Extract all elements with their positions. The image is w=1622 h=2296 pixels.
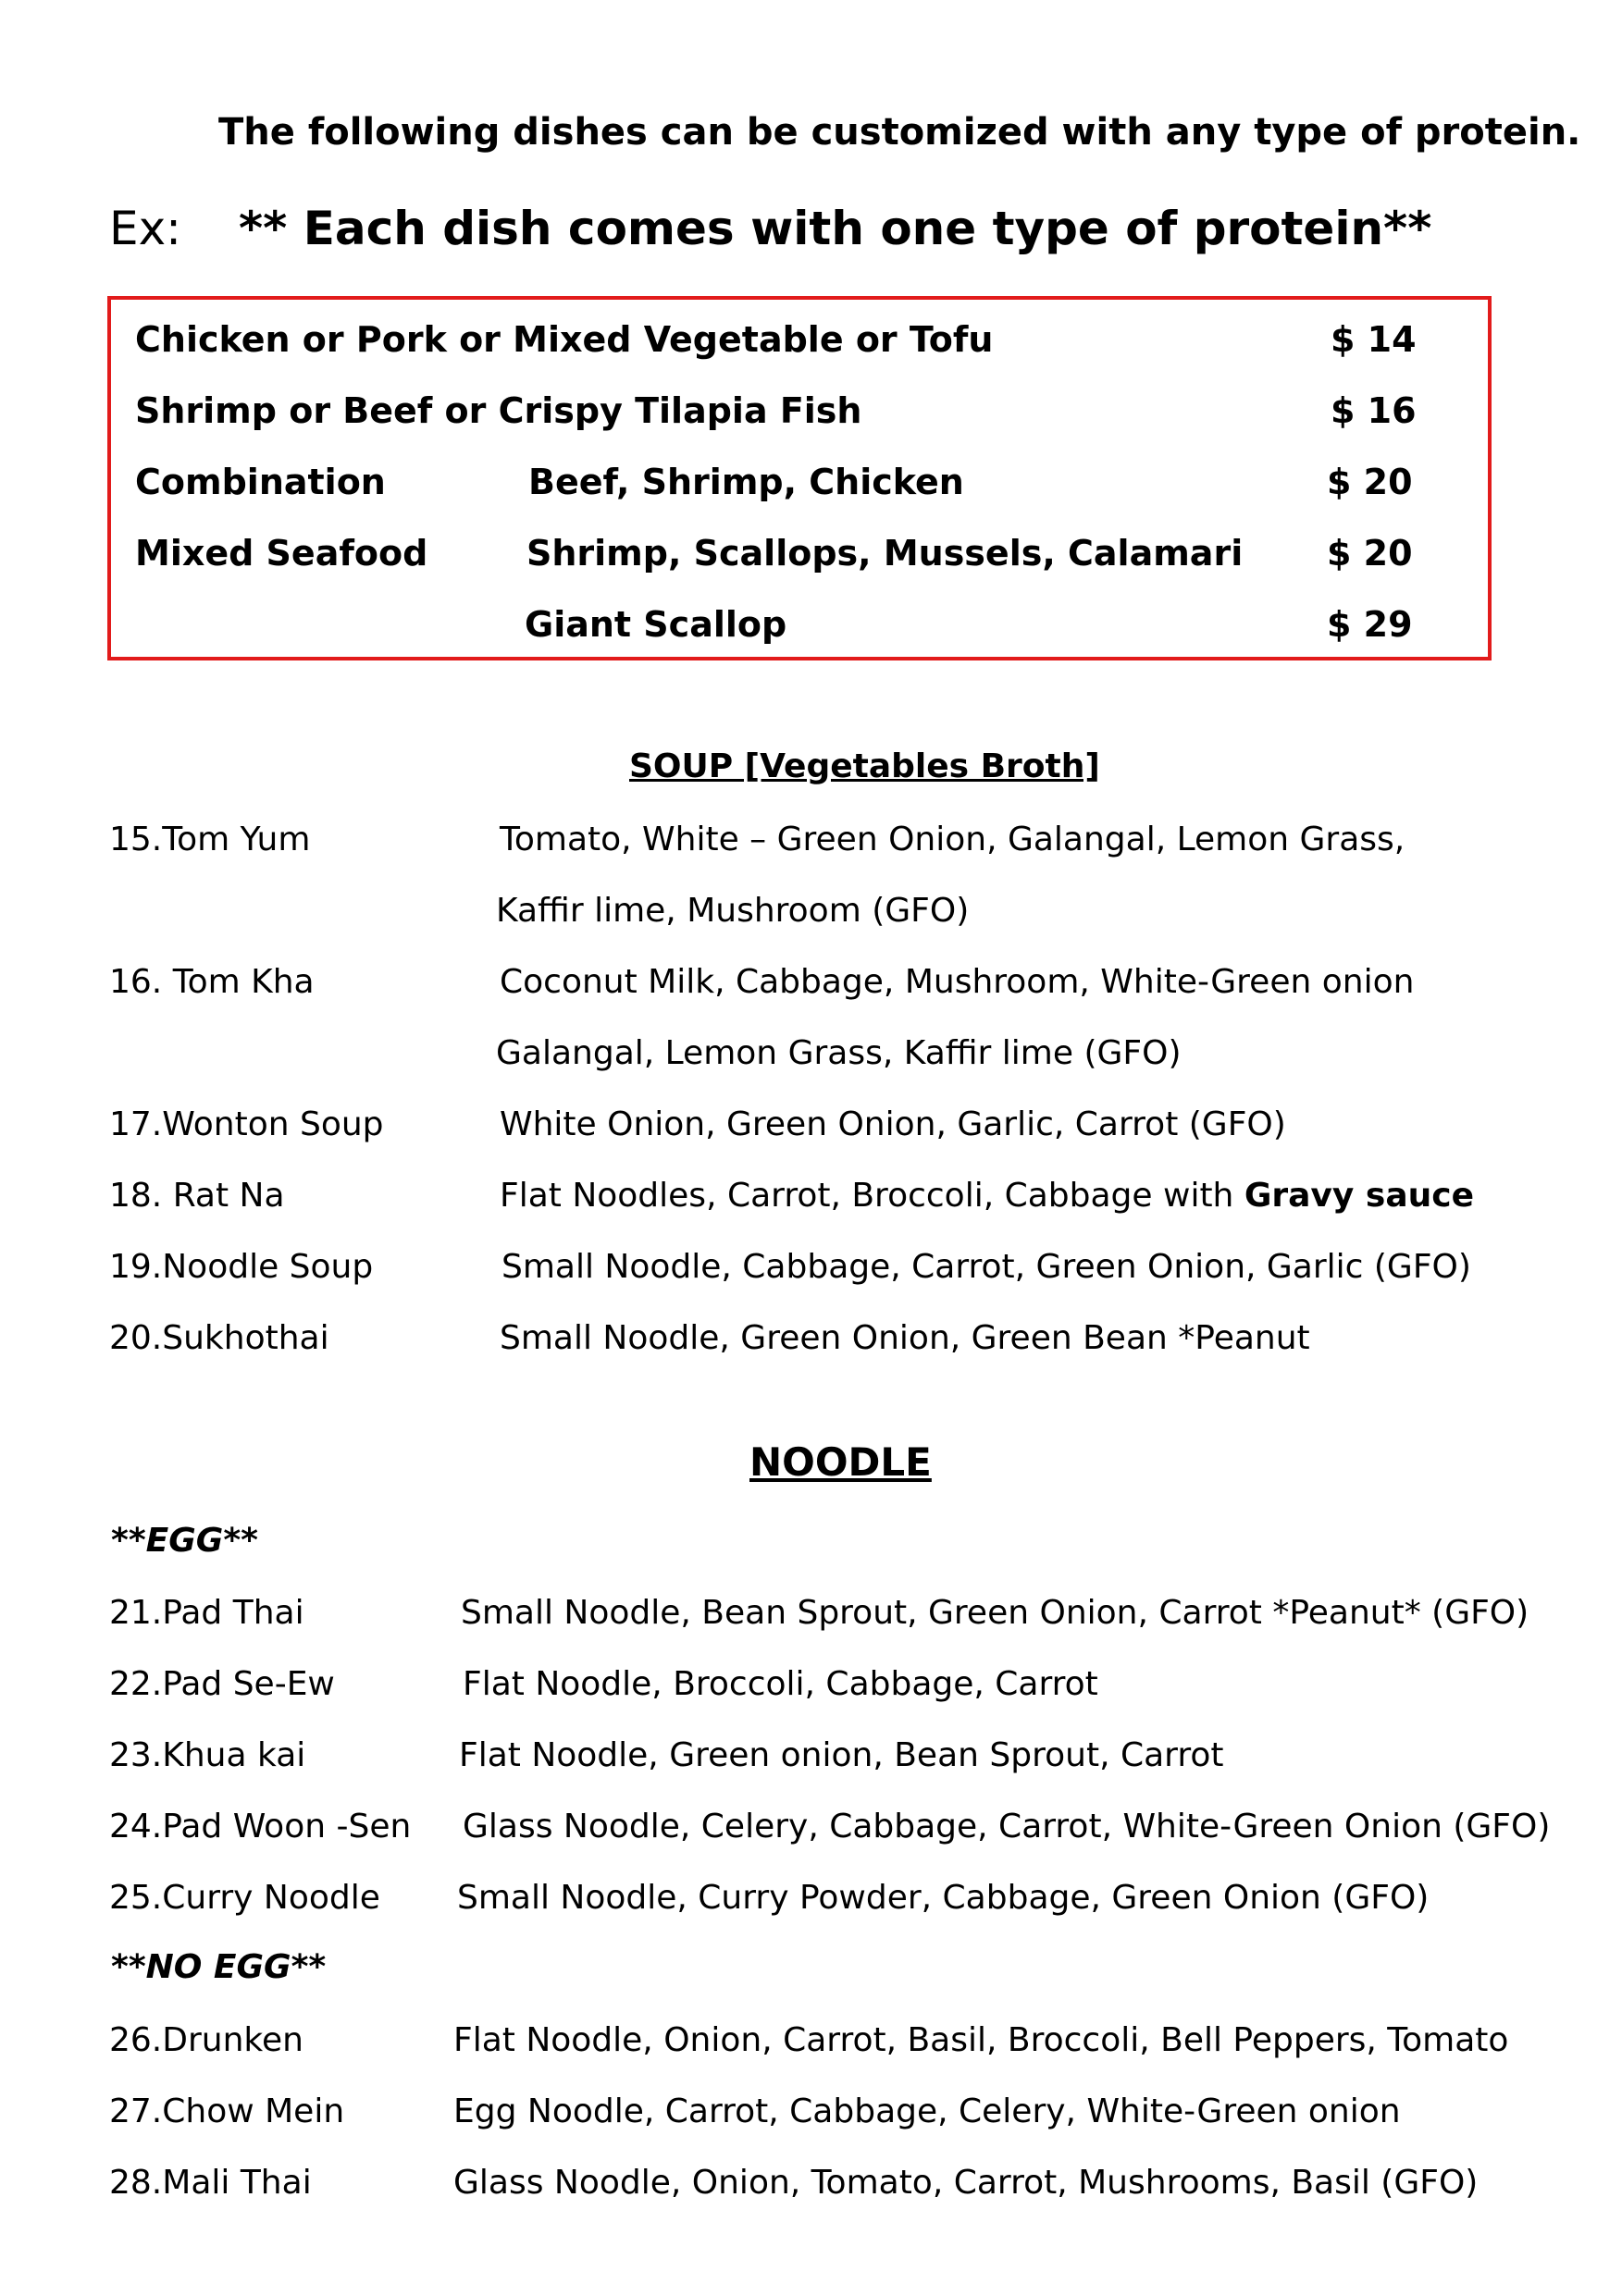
intro-text: The following dishes can be customized with any type of protein. [218, 111, 1581, 154]
menu-item-name: 24.Pad Woon -Sen [109, 1808, 412, 1845]
menu-item-name: 22.Pad Se-Ew [109, 1665, 335, 1703]
menu-item-name: 27.Chow Mein [109, 2092, 345, 2130]
protein-name: Shrimp or Beef or Crispy Tilapia Fish [135, 390, 862, 431]
menu-item-name: 19.Noodle Soup [109, 1248, 374, 1286]
menu-item-description: Glass Noodle, Onion, Tomato, Carrot, Mushrooms, Basil (GFO) [453, 2164, 1479, 2202]
menu-item-description: Small Noodle, Green Onion, Green Bean *Peanut [500, 1319, 1310, 1357]
menu-item-description: Flat Noodle, Broccoli, Cabbage, Carrot [463, 1665, 1098, 1703]
protein-detail: Shrimp, Scallops, Mussels, Calamari [526, 533, 1244, 574]
menu-item-description: Small Noodle, Bean Sprout, Green Onion, Carrot *Peanut* (GFO) [461, 1594, 1529, 1632]
menu-item-description: Glass Noodle, Celery, Cabbage, Carrot, White-Green Onion (GFO) [463, 1808, 1551, 1845]
example-label: Ex: [109, 202, 182, 255]
description-text: Flat Noodles, Carrot, Broccoli, Cabbage with [500, 1177, 1234, 1215]
protein-price: $ 29 [1327, 604, 1413, 645]
menu-item-description: Coconut Milk, Cabbage, Mushroom, White-Green onion [500, 963, 1415, 1001]
menu-item-name: 17.Wonton Soup [109, 1105, 384, 1143]
protein-name: Chicken or Pork or Mixed Vegetable or Tofu [135, 319, 994, 360]
soup-heading: SOUP [Vegetables Broth] [629, 747, 1100, 785]
menu-item-description: Small Noodle, Curry Powder, Cabbage, Green Onion (GFO) [457, 1879, 1430, 1917]
menu-item-description [500, 1177, 1474, 1215]
gravy-sauce-highlight: Gravy sauce [1244, 1177, 1474, 1215]
menu-item-name: 23.Khua kai [109, 1736, 306, 1774]
protein-detail: Beef, Shrimp, Chicken [528, 462, 964, 502]
menu-item-description: Galangal, Lemon Grass, Kaffir lime (GFO) [496, 1034, 1182, 1072]
protein-name: Mixed Seafood [135, 533, 428, 574]
protein-price: $ 16 [1331, 390, 1417, 431]
menu-item-name: 15.Tom Yum [109, 821, 311, 858]
menu-item-description: Tomato, White – Green Onion, Galangal, Lemon Grass, [500, 821, 1405, 858]
protein-price: $ 14 [1331, 319, 1417, 360]
menu-item-description: Egg Noodle, Carrot, Cabbage, Celery, White-Green onion [453, 2092, 1401, 2130]
protein-price: $ 20 [1327, 462, 1413, 502]
menu-item-name: 28.Mali Thai [109, 2164, 312, 2202]
menu-item-name: 18. Rat Na [109, 1177, 285, 1215]
menu-item-name: 26.Drunken [109, 2021, 303, 2059]
menu-item-name: 16. Tom Kha [109, 963, 315, 1001]
protein-detail: Giant Scallop [525, 604, 787, 645]
menu-item-name: 25.Curry Noodle [109, 1879, 380, 1917]
protein-name: Combination [135, 462, 386, 502]
egg-subheading: **EGG** [111, 1522, 258, 1560]
menu-item-description: White Onion, Green Onion, Garlic, Carrot (GFO) [500, 1105, 1286, 1143]
menu-item-name: 21.Pad Thai [109, 1594, 304, 1632]
menu-item-description: Small Noodle, Cabbage, Carrot, Green Onion, Garlic (GFO) [501, 1248, 1471, 1286]
noodle-heading: NOODLE [749, 1439, 932, 1485]
protein-price: $ 20 [1327, 533, 1413, 574]
menu-item-description: Flat Noodle, Onion, Carrot, Basil, Broccoli, Bell Peppers, Tomato [453, 2021, 1509, 2059]
menu-item-description: Kaffir lime, Mushroom (GFO) [496, 892, 970, 930]
menu-item-name: 20.Sukhothai [109, 1319, 329, 1357]
no-egg-subheading: **NO EGG** [111, 1948, 327, 1986]
example-text: ** Each dish comes with one type of protein** [239, 202, 1432, 255]
menu-item-description: Flat Noodle, Green onion, Bean Sprout, Carrot [459, 1736, 1224, 1774]
